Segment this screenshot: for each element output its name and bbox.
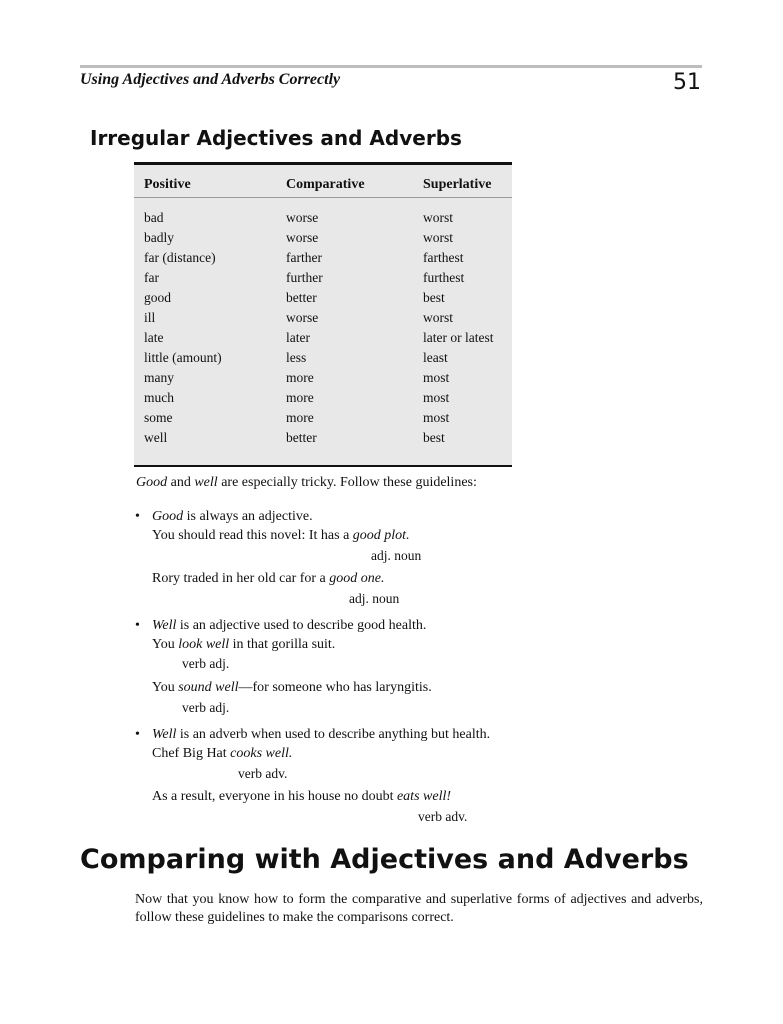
intro-good: Good — [136, 475, 168, 490]
example-line — [152, 571, 384, 587]
table-cell-superlative: best — [423, 430, 445, 445]
example-line — [152, 789, 451, 805]
example-annotation: verb adj. — [182, 700, 230, 715]
bullet-lead — [152, 727, 490, 743]
section-title: Irregular Adjectives and Adverbs — [90, 126, 462, 150]
table-cell-positive: well — [144, 430, 168, 445]
table-cell-positive: much — [144, 390, 174, 405]
example-text: As a result, everyone in his house no doubt — [152, 789, 397, 804]
intro-well: well — [194, 475, 218, 490]
bullet-lead-text: is always an adjective. — [183, 509, 313, 524]
column-header-positive: Positive — [144, 177, 191, 192]
table-cell-superlative: worst — [423, 210, 453, 225]
table-cell-comparative: later — [286, 330, 310, 345]
table-cell-comparative: worse — [286, 310, 319, 325]
example-italic: cooks well. — [230, 746, 293, 761]
example-annotation: adj. noun — [349, 591, 400, 606]
page-number: 51 — [673, 70, 701, 95]
table-cell-superlative: most — [423, 370, 450, 385]
intro-rest: are especially tricky. Follow these guidelines: — [217, 475, 477, 490]
example-text-after: —for someone who has laryngitis. — [238, 680, 432, 695]
table-cell-superlative: worst — [423, 310, 453, 325]
table-cell-comparative: worse — [286, 230, 319, 245]
table-cell-superlative: farthest — [423, 250, 464, 265]
bullet-lead-text: is an adverb when used to describe anything but health. — [176, 727, 491, 742]
table-cell-positive: ill — [144, 310, 156, 325]
example-text: Chef Big Hat — [152, 746, 231, 761]
bullet-lead — [152, 509, 313, 525]
example-italic: good one. — [329, 571, 385, 586]
table-cell-comparative: farther — [286, 250, 322, 265]
table-cell-positive: bad — [144, 210, 164, 225]
bullet-lead-term: Well — [152, 618, 177, 633]
table-cell-superlative: most — [423, 410, 450, 425]
example-annotation: adj. noun — [371, 548, 422, 563]
table-cell-superlative: least — [423, 350, 448, 365]
example-text: You should read this novel: It has a — [152, 528, 353, 543]
table-cell-superlative: later or latest — [423, 330, 494, 345]
bullet-lead-term: Good — [152, 509, 184, 524]
bullet-marker: • — [135, 727, 140, 742]
example-italic: good plot. — [352, 528, 410, 543]
running-head: Using Adjectives and Adverbs Correctly — [80, 71, 341, 88]
bullet-lead — [152, 618, 426, 634]
table-cell-comparative: more — [286, 410, 314, 425]
bullet-lead-text: is an adjective used to describe good health. — [176, 618, 427, 633]
table-cell-superlative: best — [423, 290, 445, 305]
table-cell-positive: some — [144, 410, 173, 425]
main-section-paragraph: Now that you know how to form the comparative and superlative forms of adjectives and adverbs, follow these guidelines to make the comparisons correct. — [135, 892, 703, 925]
table-cell-positive: good — [144, 290, 171, 305]
table-cell-positive: badly — [144, 230, 174, 245]
example-text: You — [152, 637, 179, 652]
example-annotation: verb adj. — [182, 656, 230, 671]
bullet-lead-term: Well — [152, 727, 177, 742]
example-text: You — [152, 680, 179, 695]
table-cell-positive: many — [144, 370, 174, 385]
example-italic: look well — [178, 637, 230, 652]
table-cell-positive: little (amount) — [144, 350, 222, 365]
table-cell-comparative: worse — [286, 210, 319, 225]
main-section-title: Comparing with Adjectives and Adverbs — [80, 844, 689, 875]
table-cell-comparative: better — [286, 430, 317, 445]
header-rule — [80, 65, 702, 68]
column-header-comparative: Comparative — [286, 177, 365, 192]
example-line — [152, 528, 410, 544]
example-italic: sound well — [178, 680, 239, 695]
example-annotation: verb adv. — [418, 809, 468, 824]
example-line — [152, 637, 335, 653]
example-italic: eats well! — [396, 789, 452, 804]
column-header-superlative: Superlative — [423, 177, 492, 192]
example-text-after: in that gorilla suit. — [229, 637, 336, 652]
table-cell-superlative: worst — [423, 230, 453, 245]
table-cell-positive: far (distance) — [144, 250, 216, 265]
irregular-forms-table — [134, 162, 512, 467]
intro-and: and — [167, 475, 195, 490]
table-header-rule — [134, 197, 512, 198]
table-cell-superlative: furthest — [423, 270, 465, 285]
table-cell-positive: late — [144, 330, 164, 345]
table-cell-comparative: more — [286, 370, 314, 385]
bullet-marker: • — [135, 509, 140, 524]
table-cell-comparative: less — [286, 350, 307, 365]
table-cell-comparative: better — [286, 290, 317, 305]
table-cell-positive: far — [144, 270, 159, 285]
table-cell-comparative: further — [286, 270, 323, 285]
example-annotation: verb adv. — [238, 766, 288, 781]
example-line — [152, 680, 432, 696]
example-line — [152, 746, 292, 762]
table-cell-superlative: most — [423, 390, 450, 405]
example-text: Rory traded in her old car for a — [152, 571, 330, 586]
intro-line — [136, 475, 477, 491]
table-cell-comparative: more — [286, 390, 314, 405]
bullet-marker: • — [135, 618, 140, 633]
